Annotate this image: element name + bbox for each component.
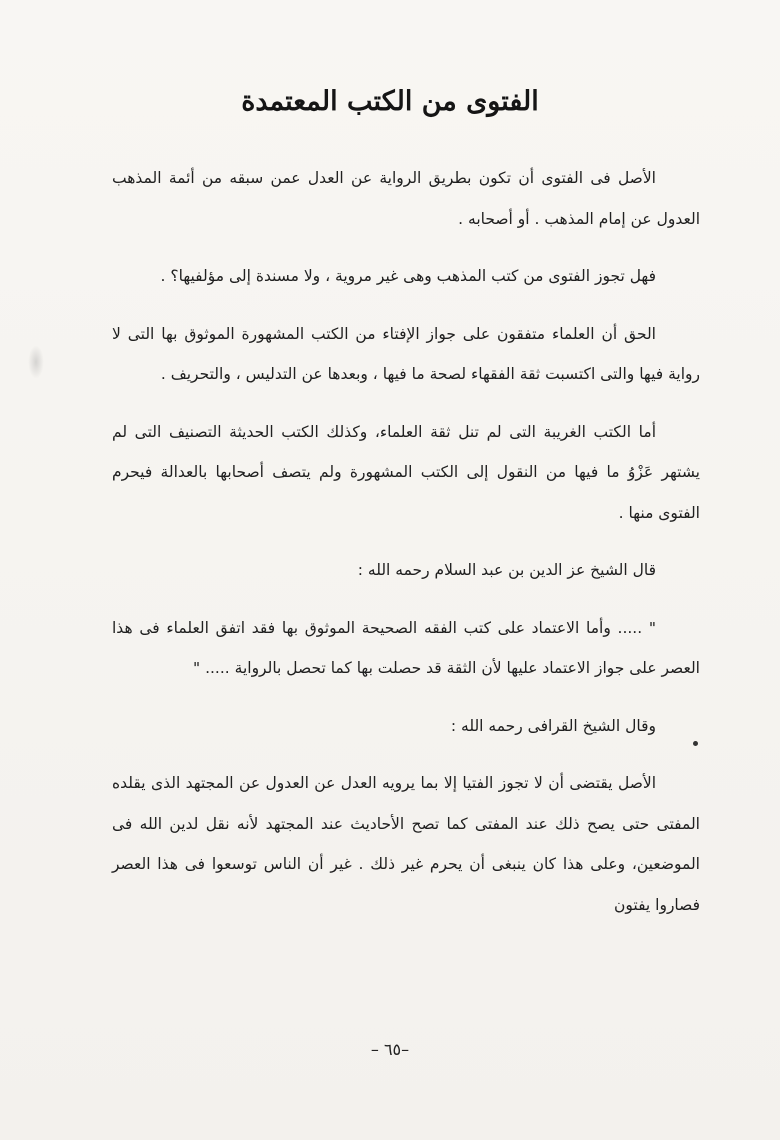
paragraph-8: الأصل يقتضى أن لا تجوز الفتيا إلا بما يرويه العدل عن العدول عن المجتهد الذى يقلده المفتى حتى يصح ذلك عند المفتى كما تصح الأحاديث عند المجتهد لأنه نقل لدين الله فى الموضعين، وعلى هذا كان ينبغى أن يحرم غير ذلك . غير أن الناس توسعوا فى هذا العصر فصاروا يفتون — [112, 774, 700, 914]
paragraph-3: الحق أن العلماء متفقون على جواز الإفتاء من الكتب المشهورة الموثوق بها التى لا رواية فيها والتى اكتسبت ثقة الفقهاء لصحة ما فيها ، وبعدها عن التدليس ، والتحريف . — [112, 324, 700, 383]
paragraph-7: وقال الشيخ القرافى رحمه الله : — [450, 716, 656, 735]
page-number: –٦٥ – — [370, 1040, 410, 1059]
paragraph-5: قال الشيخ عز الدين بن عبد السلام رحمه الله : — [357, 561, 656, 579]
paragraph-4: أما الكتب الغريبة التى لم تنل ثقة العلماء، وكذلك الكتب الحديثة التصنيف التى لم يشتهر عَزْوُ ما فيها من النقول إلى الكتب المشهورة ولم يتصف أصحابها بالعدالة فيحرم الفتوى منها . — [112, 422, 700, 522]
paragraph-2: فهل تجوز الفتوى من كتب المذهب وهى غير مروية ، ولا مسندة إلى مؤلفيها؟ . — [160, 267, 656, 285]
body-text — [112, 158, 700, 925]
page-title: الفتوى من الكتب المعتمدة — [241, 86, 539, 117]
paragraph-6-quote: " ..... وأما الاعتماد على كتب الفقه الصحيحة الموثوق بها فقد اتفق العلماء فى هذا العصر على جواز الاعتماد عليها لأن الثقة قد حصلت بها كما تحصل بالرواية ..... " — [112, 618, 700, 677]
ink-dot — [693, 741, 698, 746]
scan-speck — [28, 345, 44, 379]
paragraph-1: الأصل فى الفتوى أن تكون بطريق الرواية عن العدل عمن سبقه من أئمة المذهب العدول عن إمام المذهب . أو أصحابه . — [112, 169, 700, 228]
